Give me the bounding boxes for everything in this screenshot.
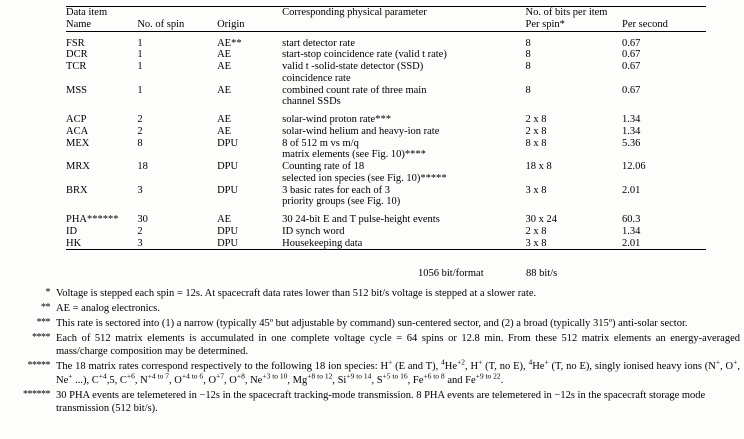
table-cell-per-second: 60.3 [622, 214, 641, 225]
table-cell-per-second: 0.67 [622, 61, 641, 72]
table-cell-per-second-cont [622, 73, 706, 85]
table-cell-name: PHA****** [66, 214, 119, 225]
table-cell-origin: AE [217, 125, 232, 137]
table-cell-per-spin: 8 [525, 61, 531, 72]
footnote [4, 357, 740, 387]
table-cell-per-spin-cont [526, 96, 623, 108]
table-row [66, 214, 706, 226]
footnote-text: This rate is sectored into (1) a narrow (typically 45º but adjustable by command) sun-centered sector, and (2) a broad (typically 315º) anti-solar sector. [56, 317, 688, 329]
table-cell-name: DCR [66, 49, 88, 61]
footnote [4, 302, 740, 315]
footnote-marker: ** [41, 301, 50, 313]
table-cell-parameter: combined count rate of three main [282, 84, 427, 96]
table-cell-per-spin: 2 x 8 [525, 125, 547, 137]
table-cell-per-second-cont [622, 196, 706, 208]
table-cell-name: ACP [66, 114, 87, 125]
table-row [66, 226, 706, 238]
table-cell-spin-cont [137, 173, 217, 185]
table-cell-name: MRX [66, 161, 90, 172]
table-cell-per-second-cont [622, 149, 706, 161]
table-cell-per-spin: 2 x 8 [525, 225, 547, 237]
table-cell-spin-cont [137, 149, 217, 161]
telemetry-table [66, 6, 706, 256]
table-cell-per-spin: 8 [525, 84, 531, 96]
table-row-continuation [66, 96, 706, 108]
table-row [66, 138, 706, 150]
table-row [66, 161, 706, 173]
footnote [4, 332, 740, 359]
table-cell-origin: AE [217, 214, 232, 225]
table-cell-per-spin: 3 x 8 [525, 237, 547, 249]
header-spacer-origin [217, 7, 282, 19]
table-cell-name: TCR [66, 61, 87, 72]
table-cell-origin: AE** [217, 37, 242, 49]
table-cell-parameter: 30 24-bit E and T pulse-height events [282, 214, 440, 225]
table-cell-name: ACA [66, 125, 89, 137]
footnote-marker: * [45, 287, 50, 298]
table-cell-per-second: 0.67 [622, 49, 641, 61]
table-cell-origin: AE [217, 114, 232, 125]
table-cell-spin: 1 [137, 49, 143, 61]
table-cell-per-second: 5.36 [622, 137, 641, 149]
header-per-spin: Per spin* [525, 18, 565, 30]
table-cell-parameter: solar-wind proton rate*** [282, 114, 391, 125]
table-cell-parameter-cont: matrix elements (see Fig. 10)**** [282, 149, 426, 161]
table-row [66, 85, 706, 97]
table-cell-parameter-cont: selected ion species (see Fig. 10)***** [282, 172, 447, 184]
footnote-marker: ****** [23, 388, 50, 400]
table-cell-spin: 3 [137, 237, 143, 249]
footnotes-block [4, 287, 740, 417]
table-cell-per-spin-cont [526, 196, 623, 208]
table-cell-origin: DPU [217, 184, 239, 196]
footnote-marker: **** [32, 331, 50, 343]
table-cell-per-spin-cont [526, 73, 623, 85]
table-cell-parameter: 8 of 512 m vs m/q [282, 137, 359, 149]
table-cell-per-second-cont [622, 96, 706, 108]
table-row [66, 49, 706, 61]
table-totals [66, 268, 706, 279]
table-row [66, 238, 706, 250]
table-cell-parameter: solar-wind helium and heavy-ion rate [282, 125, 440, 137]
header-no-of-spin: No. of spin [137, 18, 185, 30]
table-cell-origin: AE [217, 49, 232, 61]
header-spacer-spin [137, 7, 217, 19]
table-cell-name-cont [66, 149, 137, 161]
table-cell-spin: 1 [137, 61, 143, 72]
table-cell-name-cont [66, 73, 137, 85]
table-cell-origin-cont [217, 96, 282, 108]
footnote [4, 389, 740, 416]
table-row [66, 114, 706, 126]
table-cell-spin: 18 [137, 161, 148, 172]
header-bits-per-item: No. of bits per item [525, 7, 608, 18]
table-row [66, 38, 706, 50]
table-cell-per-second: 2.01 [622, 184, 641, 196]
table-cell-name-cont [66, 173, 137, 185]
table-cell-spin: 1 [137, 84, 143, 96]
table-cell-per-spin: 8 [525, 49, 531, 61]
table-cell-per-spin: 8 [525, 37, 531, 49]
table-row-continuation [66, 196, 706, 208]
header-data-item: Data item [66, 7, 108, 18]
table-row [66, 61, 706, 73]
table-cell-per-second: 0.67 [622, 84, 641, 96]
table-cell-per-spin: 18 x 8 [525, 161, 552, 172]
table-cell-origin: DPU [217, 225, 239, 237]
table-cell-origin: DPU [217, 237, 239, 249]
table-cell-spin-cont [137, 96, 217, 108]
header-spacer-param [282, 19, 525, 31]
table-row-continuation [66, 73, 706, 85]
table-cell-origin-cont [217, 73, 282, 85]
table-bottom-rule [66, 250, 706, 257]
table-cell-parameter: start detector rate [282, 37, 355, 49]
table-cell-spin: 2 [137, 114, 143, 125]
table-header-row-1 [66, 7, 706, 19]
table-cell-name: FSR [66, 37, 85, 49]
table-cell-origin: DPU [217, 137, 239, 149]
table-cell-spin: 2 [137, 125, 143, 137]
header-name: Name [66, 18, 92, 30]
table-row [66, 185, 706, 197]
table-cell-spin: 3 [137, 184, 143, 196]
footnote-text: The 18 matrix rates correspond respectively to the following 18 ion species: H+ (E and T), $^4He^{+2}$, H+ (T, no E), $^4$He+ (T, no E), singly ionised heavy ions (N+, O+, Ne+ ...), $C^{+4},5$, $C^{+6}$, $N^{+4 to 7}$, $O^{+4 to 6}$, $O^{+7}$, $O^{+8}$, $Ne^{+3 to 10}$, $Mg^{+8 to 12}$, $Si^{+9 to 14}$, $S^{+5 to 16}$, $Fe^{+6 to 8}$ and $Fe^{+9 to 22}$. [56, 357, 740, 386]
table-cell-parameter: start-stop coincidence rate (valid t rate) [282, 49, 447, 61]
footnote-text: 30 PHA events are telemetered in −12s in the spacecraft tracking-mode transmission. 8 PHA events are telemetered in −12s in the spacecraft storage mode transmission (512 bit/s). [56, 389, 706, 414]
table-cell-parameter-cont: coincidence rate [282, 72, 351, 84]
header-origin: Origin [217, 18, 245, 30]
table-cell-per-second: 1.34 [622, 125, 641, 137]
table-cell-name-cont [66, 96, 137, 108]
table-cell-origin-cont [217, 196, 282, 208]
table-cell-origin: DPU [217, 161, 239, 172]
table-cell-per-second: 2.01 [622, 237, 641, 249]
table-cell-name: ID [66, 225, 78, 237]
table-cell-per-spin: 8 x 8 [525, 137, 547, 149]
table-cell-name: MSS [66, 84, 88, 96]
table-cell-parameter: ID synch word [282, 225, 345, 237]
table-cell-origin-cont [217, 173, 282, 185]
table-cell-per-spin: 2 x 8 [525, 114, 547, 125]
table-cell-per-second: 12.06 [622, 161, 646, 172]
table-cell-spin: 2 [137, 225, 143, 237]
table-cell-spin-cont [137, 196, 217, 208]
table-cell-origin-cont [217, 149, 282, 161]
total-bits-per-second: 88 bit/s [526, 268, 558, 279]
table-cell-spin: 8 [137, 137, 143, 149]
table-cell-per-second: 1.34 [622, 114, 641, 125]
footnote-text: Each of 512 matrix elements is accumulated in one complete voltage cycle = 64 spins or 12.8 min. From these 512 matrix elements an energy-averaged mass/charge composition may be determined. [56, 332, 740, 358]
total-bits-per-format: 1056 bit/format [418, 268, 484, 279]
footnote [4, 287, 740, 300]
header-per-second: Per second [622, 18, 668, 30]
table-cell-origin: AE [217, 84, 232, 96]
table-cell-origin: AE [217, 61, 232, 72]
table-cell-parameter: Housekeeping data [282, 237, 363, 249]
table-cell-spin: 30 [137, 214, 148, 225]
table-cell-name: HK [66, 237, 82, 249]
table-cell-parameter-cont: channel SSDs [282, 96, 341, 108]
table-cell-parameter: Counting rate of 18 [282, 161, 365, 172]
footnote-marker: *** [36, 316, 50, 328]
table-cell-per-spin-cont [526, 149, 623, 161]
table-cell-name-cont [66, 196, 137, 208]
footnote-text: AE = analog electronics. [56, 302, 160, 314]
table-row-continuation [66, 149, 706, 161]
footnote-marker: ***** [27, 360, 50, 372]
table-cell-name: BRX [66, 184, 88, 196]
table-row-continuation [66, 173, 706, 185]
table-cell-per-second: 0.67 [622, 37, 641, 49]
table-cell-parameter: valid t -solid-state detector (SSD) [282, 61, 424, 72]
table-cell-per-spin-cont [526, 173, 623, 185]
table-cell-name: MEX [66, 137, 90, 149]
table-cell-per-second: 1.34 [622, 225, 641, 237]
table-cell-parameter-cont: priority groups (see Fig. 10) [282, 196, 401, 208]
footnote [4, 317, 740, 330]
table-cell-per-spin: 30 x 24 [525, 214, 558, 225]
table-cell-per-second-cont [622, 173, 706, 185]
table-cell-spin-cont [137, 73, 217, 85]
table-cell-parameter: 3 basic rates for each of 3 [282, 184, 390, 196]
footnote-text: Voltage is stepped each spin = 12s. At spacecraft data rates lower than 512 bit/s voltage is stepped at a slower rate. [56, 288, 537, 299]
table-cell-spin: 1 [137, 37, 143, 49]
table-header-row-2 [66, 19, 706, 31]
table-cell-per-spin: 3 x 8 [525, 184, 547, 196]
table-row [66, 126, 706, 138]
telemetry-table-wrapper [66, 6, 706, 256]
header-physical-parameter: Corresponding physical parameter [282, 7, 427, 18]
